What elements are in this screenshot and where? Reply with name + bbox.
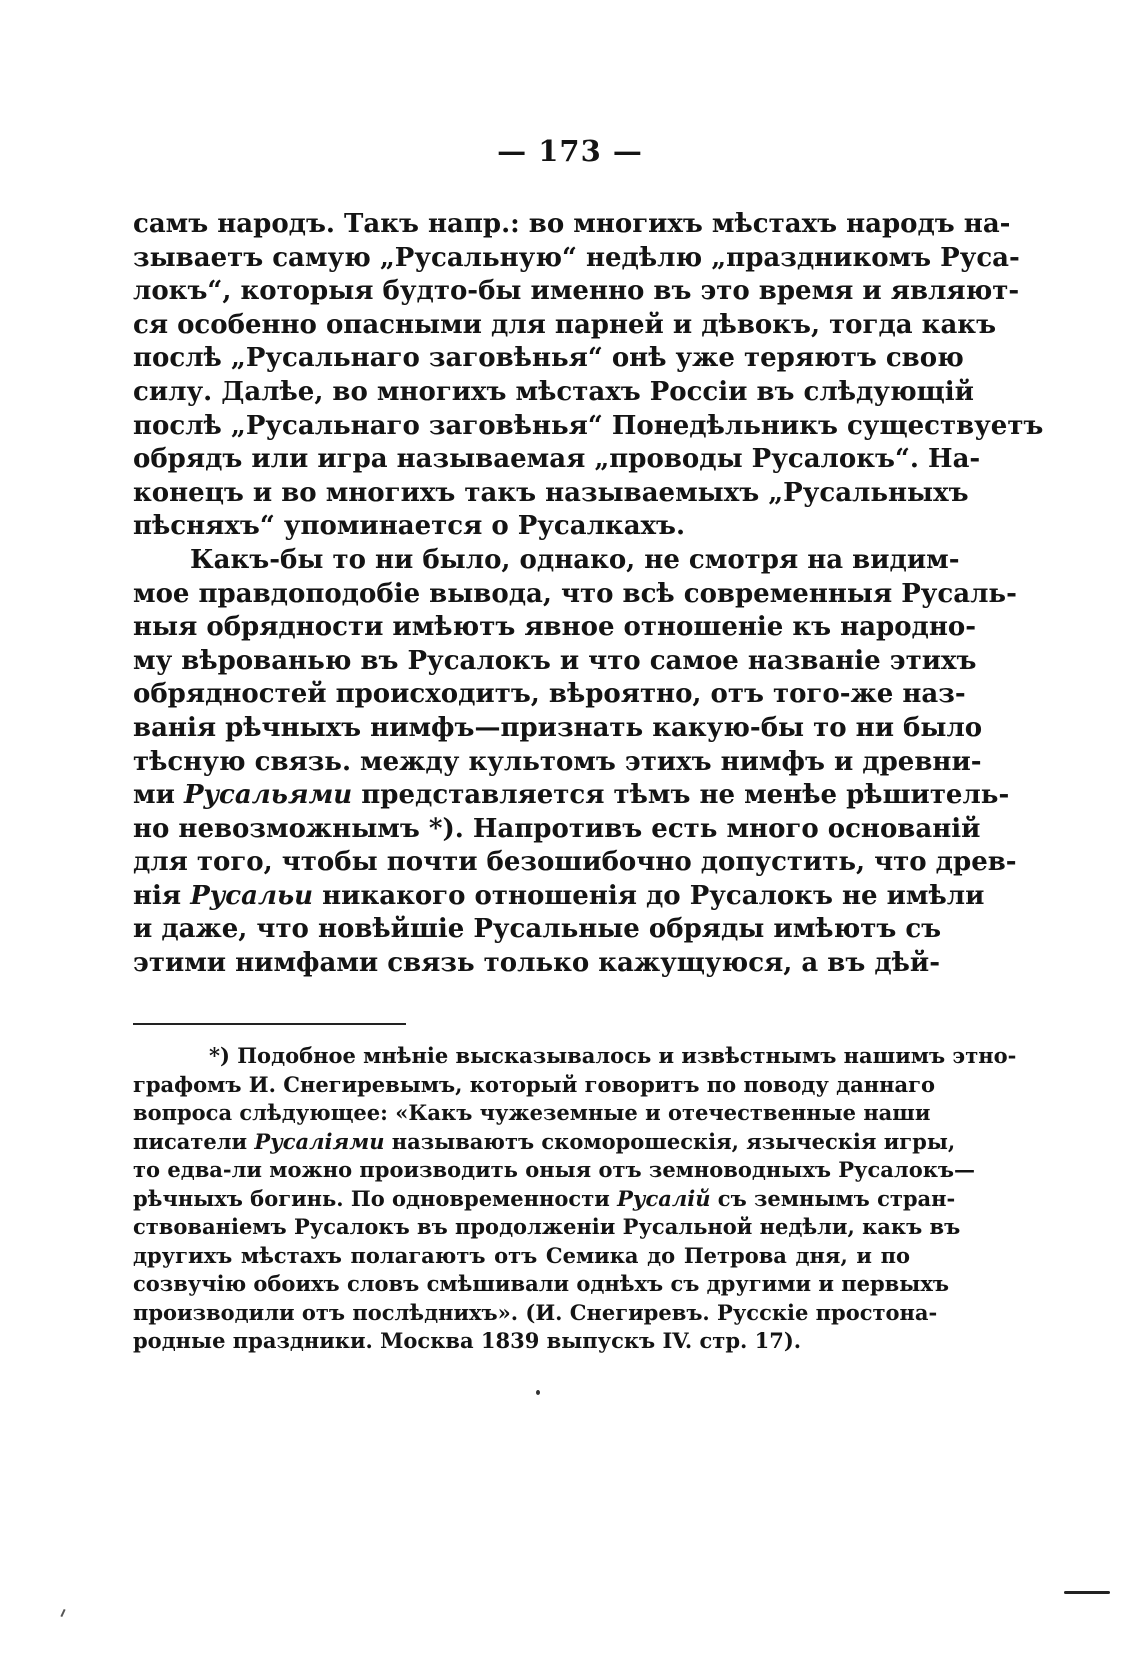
text-line xyxy=(133,880,985,914)
print-speck xyxy=(536,1390,540,1395)
text-line: тѣсную связь. между культомъ этихъ нимфъ и древни- xyxy=(133,746,982,777)
margin-mark xyxy=(1064,1591,1110,1594)
footnote-line: *) Подобное мнѣніе высказывалось и извѣстнымъ нашимъ этно- xyxy=(209,1043,1017,1068)
footnote-line: графомъ И. Снегиревымъ, который говоритъ по поводу даннаго xyxy=(133,1071,935,1097)
text-line: этими нимфами связь только кажущуюся, а въ дѣй- xyxy=(133,948,941,979)
italic-term: Русаліями xyxy=(254,1128,385,1154)
text-line: локъ“, которыя будто-бы именно въ это время и являют- xyxy=(133,276,1020,307)
italic-term: Русалій xyxy=(617,1185,711,1211)
page-number: — 173 — xyxy=(497,134,643,168)
text-line: силу. Далѣе, во многихъ мѣстахъ Россіи въ слѣдующій xyxy=(133,376,974,407)
italic-term: Русальи xyxy=(190,880,314,911)
footnote-line: ствованіемъ Русалокъ въ продолженіи Русальной недѣли, какъ въ xyxy=(133,1214,961,1239)
margin-tick xyxy=(60,1609,65,1617)
text-line: но невозможнымъ *). Напротивъ есть много основаній xyxy=(133,813,981,844)
text-fragment: нія xyxy=(133,880,182,911)
text-line: самъ народъ. Такъ напр.: во многихъ мѣстахъ народъ на- xyxy=(133,209,1011,239)
footnote-line: родные праздники. Москва 1839 выпускъ IV. стр. 17). xyxy=(133,1328,802,1353)
footnote-line xyxy=(133,1185,956,1214)
text-line: и даже, что новѣйшіе Русальные обряды имѣютъ съ xyxy=(133,914,942,945)
text-fragment: называютъ скоморошескія, языческія игры, xyxy=(391,1128,956,1154)
text-line xyxy=(133,779,1010,813)
footnote-line: вопроса слѣдующее: «Какъ чужеземные и отечественные наши xyxy=(133,1100,931,1125)
text-line: ныя обрядности имѣютъ явное отношеніе къ народно- xyxy=(133,612,977,643)
text-fragment: рѣчныхъ богинь. По одновременности xyxy=(133,1185,610,1211)
text-line: конецъ и во многихъ такъ называемыхъ „Русальныхъ xyxy=(133,477,969,508)
footnote xyxy=(133,1042,1017,1356)
text-line: для того, чтобы почти безошибочно допустить, что древ- xyxy=(133,847,1017,878)
text-fragment: представляется тѣмъ не менѣе рѣшитель- xyxy=(361,780,1010,811)
main-text xyxy=(133,208,1044,981)
text-line: обрядностей происходитъ, вѣроятно, отъ того-же наз- xyxy=(133,679,966,710)
text-line: послѣ „Русальнаго заговѣнья“ онѣ уже теряютъ свою xyxy=(133,343,964,374)
text-line: Какъ-бы то ни было, однако, не смотря на видим- xyxy=(190,544,960,575)
text-line: послѣ „Русальнаго заговѣнья“ Понедѣльникъ существуетъ xyxy=(133,410,1044,441)
footnote-line xyxy=(133,1128,956,1157)
text-fragment: ми xyxy=(133,780,175,811)
footnote-line: то едва-ли можно производить оныя отъ земноводныхъ Русалокъ— xyxy=(133,1157,975,1182)
text-fragment: писатели xyxy=(133,1128,248,1154)
text-line: зываетъ самую „Русальную“ недѣлю „праздникомъ Руса- xyxy=(133,242,1020,273)
text-line: пѣсняхъ“ упоминается о Русалкахъ. xyxy=(133,511,686,542)
text-fragment: никакого отношенія до Русалокъ не имѣли xyxy=(322,880,985,911)
text-fragment: съ земнымъ стран- xyxy=(717,1185,956,1211)
text-line: ванія рѣчныхъ нимфъ—признать какую-бы то ни было xyxy=(133,712,983,743)
text-line: мое правдоподобіе вывода, что всѣ современныя Русаль- xyxy=(133,578,1017,609)
footnote-line: другихъ мѣстахъ полагаютъ отъ Семика до Петрова дня, и по xyxy=(133,1242,910,1268)
italic-term: Русальями xyxy=(183,780,353,811)
footnote-line: созвучію обоихъ словъ смѣшивали однѣхъ съ другими и первыхъ xyxy=(133,1271,949,1296)
text-line: обрядъ или игра называемая „проводы Русалокъ“. На- xyxy=(133,444,981,475)
text-line: му вѣрованью въ Русалокъ и что самое названіе этихъ xyxy=(133,645,977,676)
text-line: ся особенно опасными для парней и дѣвокъ, тогда какъ xyxy=(133,309,997,340)
footnote-rule xyxy=(133,1023,406,1025)
footnote-line: производили отъ послѣднихъ». (И. Снегиревъ. Русскіе простона- xyxy=(133,1299,938,1325)
